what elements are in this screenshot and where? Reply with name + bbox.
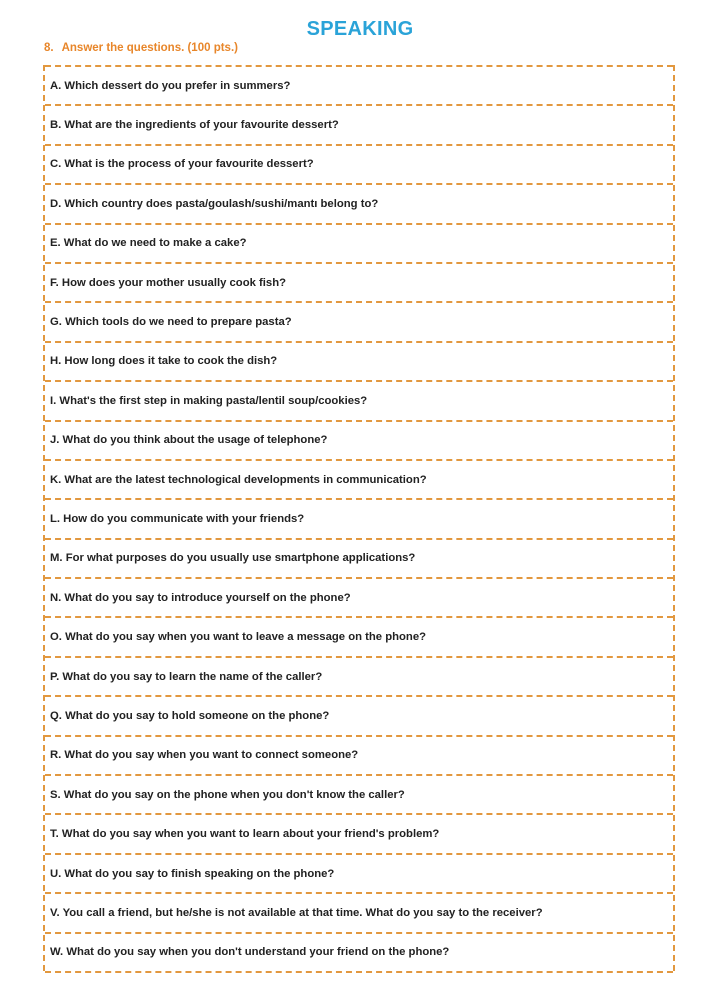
question-row-c: C. What is the process of your favourite dessert? (45, 144, 673, 183)
question-row-h: H. How long does it take to cook the dish? (45, 341, 673, 380)
instruction-text: Answer the questions. (100 pts.) (61, 42, 238, 54)
questions-table (43, 65, 675, 971)
question-row-w: W. What do you say when you don't understand your friend on the phone? (45, 932, 673, 973)
exercise-number: 8. (44, 42, 54, 54)
question-row-e: E. What do we need to make a cake? (45, 223, 673, 262)
question-row-s: S. What do you say on the phone when you don't know the caller? (45, 774, 673, 813)
question-row-m: M. For what purposes do you usually use smartphone applications? (45, 538, 673, 577)
question-row-q: Q. What do you say to hold someone on the phone? (45, 695, 673, 734)
question-row-i: I. What's the first step in making pasta/lentil soup/cookies? (45, 380, 673, 419)
question-row-l: L. How do you communicate with your friends? (45, 498, 673, 537)
exercise-instruction (44, 42, 238, 54)
question-row-o: O. What do you say when you want to leave a message on the phone? (45, 616, 673, 655)
question-row-k: K. What are the latest technological developments in communication? (45, 459, 673, 498)
question-row-n: N. What do you say to introduce yourself on the phone? (45, 577, 673, 616)
question-row-v: V. You call a friend, but he/she is not available at that time. What do you say to the receiver? (45, 892, 673, 931)
page-title: SPEAKING (306, 18, 414, 40)
question-row-a: A. Which dessert do you prefer in summers? (45, 65, 673, 104)
question-row-g: G. Which tools do we need to prepare pasta? (45, 301, 673, 340)
question-row-f: F. How does your mother usually cook fish? (45, 262, 673, 301)
question-row-b: B. What are the ingredients of your favourite dessert? (45, 104, 673, 143)
question-row-t: T. What do you say when you want to learn about your friend's problem? (45, 813, 673, 852)
question-row-j: J. What do you think about the usage of telephone? (45, 420, 673, 459)
question-row-u: U. What do you say to finish speaking on the phone? (45, 853, 673, 892)
question-row-d: D. Which country does pasta/goulash/sushi/mantı belong to? (45, 183, 673, 222)
question-row-r: R. What do you say when you want to connect someone? (45, 735, 673, 774)
question-row-p: P. What do you say to learn the name of the caller? (45, 656, 673, 695)
